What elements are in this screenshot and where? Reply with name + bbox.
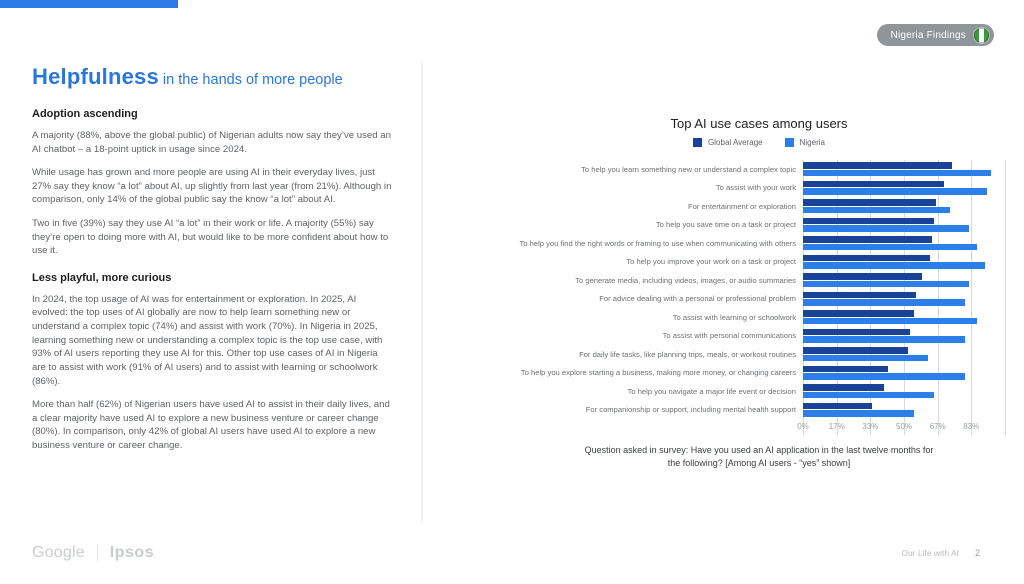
chart-row-5 [513,253,1005,272]
paragraph-1-0: In 2024, the top usage of AI was for entertainment or exploration. In 2025, AI evolved: the top uses of AI globally are now to help learn something new or understand a complex topic (74%) and assist with work (70%). In Nigeria in 2025, learning something new or understanding a complex topic is the top use case, with 93% of AI users reporting they use AI for this. Other top use cases of AI in Nigeria are to assist with work (91% of AI users) and to assist with learning or schoolwork (86%). [32,293,383,387]
chart-row-9 [513,327,1005,346]
bar-label-2: For entertainment or exploration [687,201,796,211]
brand-separator [97,545,98,561]
bar-nigeria-8 [803,318,977,324]
bars-stack-4 [803,236,1005,250]
paragraph-1-1: More than half (62%) of Nigerian users have used AI to assist in their daily lives, and a clear majority have used AI to explore a new business venture or career change (80%). In comparison, only 42% of global AI users have used AI to explore a new business venture or career change. [32,399,390,451]
plot-area [513,160,1005,435]
bar-nigeria-3 [803,225,969,231]
ipsos-logo: Ipsos [109,544,155,561]
legend-swatch-1 [785,138,794,147]
paragraph-0-2: Two in five (39%) say they use AI “a lot” in their work or life. A majority (55%) say they’re open to doing more with AI, but would like to be more confident about how to use it. [32,218,389,257]
chart-row-10 [513,345,1005,364]
legend-label-0: Global Average [708,138,763,147]
axis-tick-1: 17% [828,422,845,431]
footnote-line-2: the following? [Among AI users - “yes” shown] [667,458,851,469]
page-title [32,64,392,90]
bars-stack-6 [803,273,1005,287]
footer-brands [32,544,154,562]
footer-meta [901,548,980,558]
google-logo: Google [32,544,85,561]
page-number: 2 [974,548,980,558]
section-heading-1: Less playful, more curious [32,271,172,284]
legend-swatch-0 [693,138,702,147]
footnote-line-1: Question asked in survey: Have you used an AI application in the last twelve months for [584,445,934,455]
chart-row-8 [513,308,1005,327]
bar-nigeria-5 [803,262,985,268]
paragraph-0-1: While usage has grown and more people are using AI in their everyday lives, just 27% say they know “a lot” about AI, up slightly from last year (from 21%). Although in comparison, only 14% of the global public say the know “a lot” about AI. [32,167,392,206]
bar-label-12: To help you navigate a major life event or decision [627,386,796,396]
bars-stack-12 [803,384,1005,398]
text-column [32,64,392,463]
bar-nigeria-4 [803,244,977,250]
bar-nigeria-1 [803,188,987,194]
section-heading-0: Adoption ascending [32,108,138,120]
bars-stack-3 [803,218,1005,232]
article-sections [32,108,392,453]
bars-stack-11 [803,366,1005,380]
bar-label-4: To help you find the right words or framing to use when communicating with others [519,238,796,248]
top-accent-bar [0,0,178,8]
nigeria-findings-badge [877,24,994,46]
bar-label-0: To help you learn something new or understand a complex topic [581,164,796,174]
legend-item-0 [693,138,763,147]
bar-global-8 [803,310,914,316]
chart-title: Top AI use cases among users [670,116,848,131]
bar-global-0 [803,162,952,168]
bar-nigeria-11 [803,373,965,379]
bar-label-11: To help you explore starting a business, making more money, or changing careers [520,368,796,378]
grid-line-6 [1005,160,1006,435]
bars-stack-2 [803,199,1005,213]
axis-tick-5: 83% [963,422,980,431]
bar-label-6: To generate media, including videos, images, or audio summaries [575,275,796,285]
chart-row-0 [513,160,1005,179]
chart-row-2 [513,197,1005,216]
axis-tick-0: 0% [797,422,809,431]
bars-stack-7 [803,292,1005,306]
bar-chart [513,116,1005,470]
axis-tick-2: 33% [862,422,879,431]
badge-label: Nigeria Findings [890,29,966,41]
bar-nigeria-0 [803,170,991,176]
bar-label-13: For companionship or support, including mental health support [585,405,796,415]
bar-global-12 [803,384,884,390]
chart-row-13 [513,401,1005,420]
chart-row-4 [513,234,1005,253]
chart-legend [513,138,1005,147]
chart-row-11 [513,364,1005,383]
bar-global-4 [803,236,932,242]
bar-label-8: To assist with learning or schoolwork [672,312,796,322]
bar-nigeria-2 [803,207,950,213]
bar-nigeria-10 [803,355,928,361]
bar-global-1 [803,181,944,187]
page-title-rest: in the hands of more people [158,72,343,88]
doc-title: Our Life with AI [901,548,959,558]
bar-nigeria-9 [803,336,965,342]
chart-row-3 [513,216,1005,235]
x-axis [797,422,1005,435]
bar-nigeria-6 [803,281,969,287]
bar-nigeria-12 [803,392,934,398]
page-title-emphasis: Helpfulness [32,64,159,89]
bar-nigeria-13 [803,410,914,416]
bar-global-3 [803,218,934,224]
paragraph-0-0: A majority (88%, above the global public) of Nigerian adults now say they’ve used an AI chatbot – a 18-point uptick in usage since 2024. [32,130,391,155]
axis-tick-4: 67% [929,422,946,431]
bars-stack-8 [803,310,1005,324]
bar-label-3: To help you save time on a task or project [655,220,796,230]
bar-label-9: To assist with personal communications [662,331,796,341]
bar-label-7: For advice dealing with a personal or professional problem [599,294,796,304]
bars-stack-13 [803,403,1005,417]
bar-label-1: To assist with your work [715,183,796,193]
bar-global-5 [803,255,930,261]
bars-stack-5 [803,255,1005,269]
nigeria-flag-icon [974,28,989,43]
bar-global-11 [803,366,888,372]
axis-tick-3: 50% [895,422,913,431]
chart-row-7 [513,290,1005,309]
bar-label-5: To help you improve your work on a task or project [626,257,796,267]
bar-global-10 [803,347,908,353]
bar-global-9 [803,329,910,335]
legend-label-1: Nigeria [799,138,825,147]
chart-row-12 [513,382,1005,401]
bar-global-7 [803,292,916,298]
legend-item-1 [785,138,825,147]
chart-row-1 [513,179,1005,198]
chart-footnote [513,444,1005,470]
bars-stack-10 [803,347,1005,361]
chart-row-6 [513,271,1005,290]
bar-label-10: For daily life tasks, like planning trips, meals, or workout routines [579,349,796,359]
bars-stack-9 [803,329,1005,343]
bar-global-2 [803,199,936,205]
vertical-divider [421,62,423,522]
chart-rows [513,160,1005,419]
bar-global-6 [803,273,922,279]
bar-global-13 [803,403,872,409]
bars-stack-0 [803,162,1005,176]
bar-nigeria-7 [803,299,965,305]
bars-stack-1 [803,181,1005,195]
